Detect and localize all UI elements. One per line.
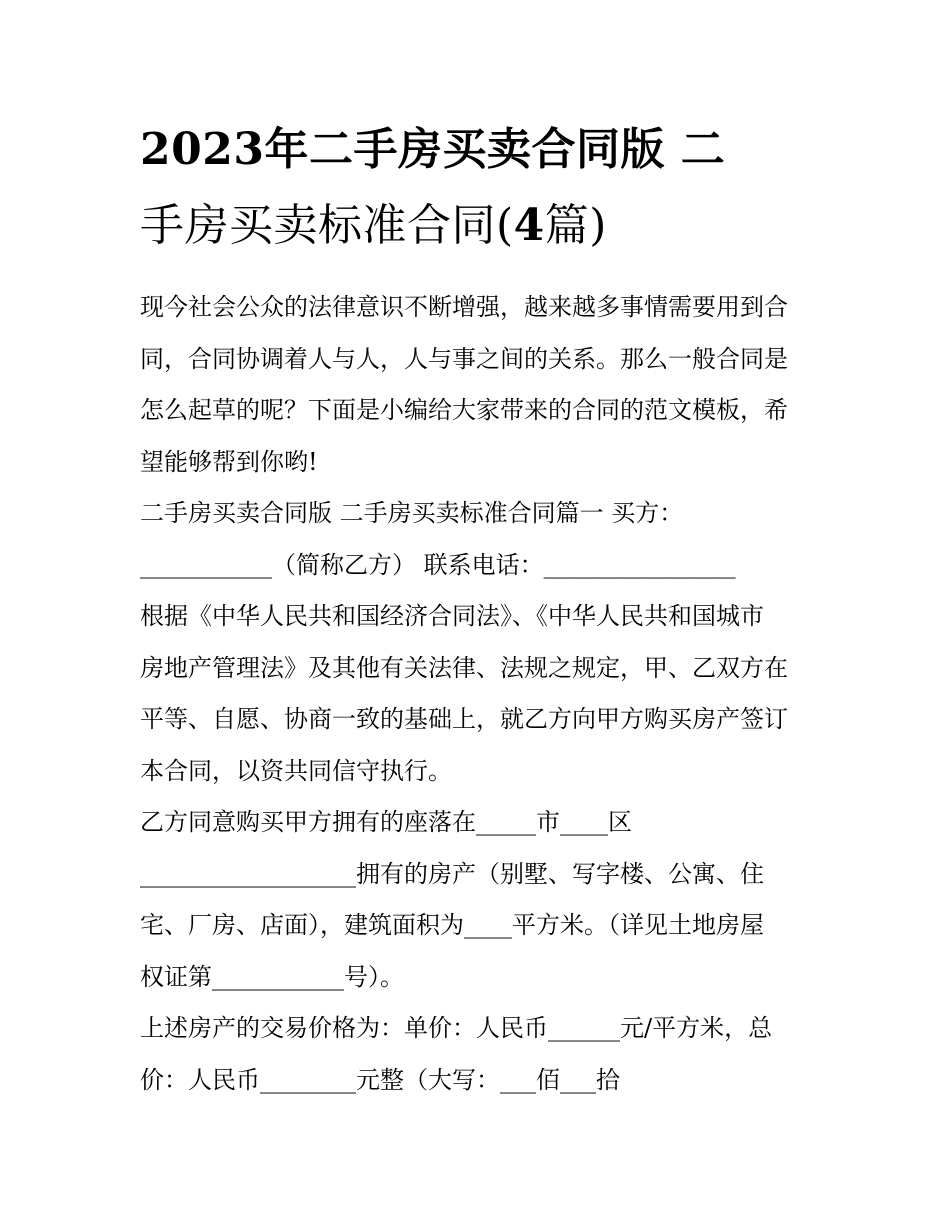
intro-line: 现今社会公众的法律意识不断增强，越来越多事情需要用到合	[140, 293, 788, 321]
property-line: 权证第___________号）。	[140, 962, 404, 991]
law-line: 房地产管理法》及其他有关法律、法规之规定，甲、乙双方在	[140, 653, 788, 682]
property-line: 乙方同意购买甲方拥有的座落在_____市____区	[140, 808, 632, 836]
heading-line: ___________（简称乙方） 联系电话：________________	[140, 550, 736, 579]
document-page	[140, 112, 820, 1106]
property-line: 宅、厂房、店面），建筑面积为____平方米。（详见土地房屋	[140, 911, 764, 939]
intro-line: 同，合同协调着人与人，人与事之间的关系。那么一般合同是	[140, 344, 788, 373]
title-line-2-count: 4	[513, 200, 545, 251]
property-paragraph	[140, 797, 820, 1003]
title-line-2	[140, 188, 820, 264]
title-line-1: 2023年二手房买卖合同版 二	[140, 124, 726, 175]
document-title	[140, 112, 820, 264]
title-line-2-suffix: 篇)	[544, 200, 607, 251]
heading-line: 二手房买卖合同版 二手房买卖标准合同篇一 买方：	[140, 499, 684, 527]
price-line: 价：人民币________元整（大写：___佰___拾	[140, 1065, 620, 1094]
law-line: 根据《中华人民共和国经济合同法》、《中华人民共和国城市	[140, 602, 764, 630]
contract-heading	[140, 488, 820, 591]
title-line-2-text: 手房买卖标准合同(	[140, 200, 514, 251]
intro-paragraph	[140, 282, 820, 488]
price-line: 上述房产的交易价格为：单价：人民币______元/平方米，总	[140, 1014, 773, 1042]
price-paragraph	[140, 1003, 820, 1106]
intro-line: 怎么起草的呢？下面是小编给大家带来的合同的范文模板，希	[140, 396, 788, 424]
legal-basis-paragraph	[140, 591, 820, 797]
property-line: __________________拥有的房产（别墅、写字楼、公寓、住	[140, 859, 764, 888]
intro-line: 望能够帮到你哟!	[140, 447, 318, 476]
law-line: 本合同，以资共同信守执行。	[140, 756, 452, 785]
law-line: 平等、自愿、协商一致的基础上，就乙方向甲方购买房产签订	[140, 705, 788, 733]
